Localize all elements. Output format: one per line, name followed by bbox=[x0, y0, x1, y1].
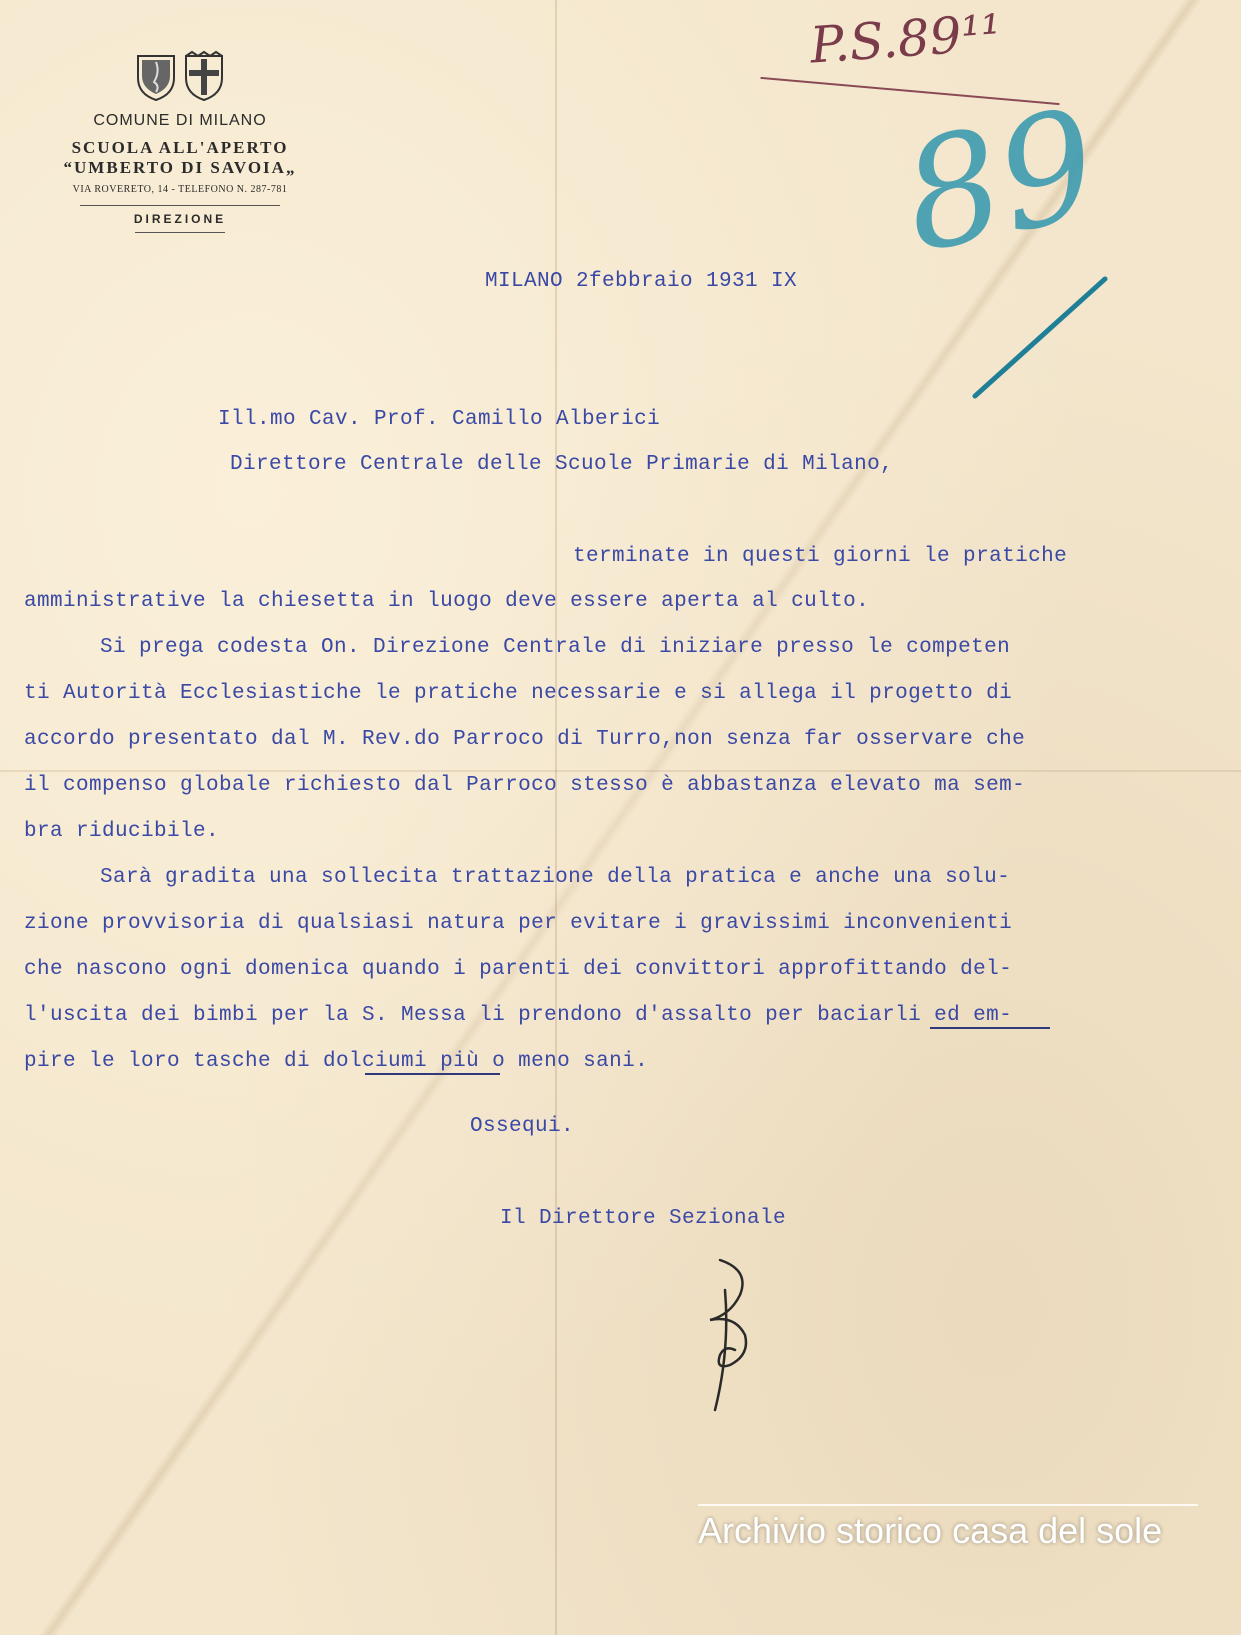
handwritten-signature bbox=[690, 1250, 770, 1420]
protocol-number-large: 89 bbox=[888, 77, 1112, 287]
paper-fold-vertical bbox=[555, 0, 557, 1635]
handwritten-underline-baciarli bbox=[930, 1027, 1050, 1029]
handwritten-underline-dolciumi bbox=[365, 1073, 500, 1075]
signature-title: Il Direttore Sezionale bbox=[500, 1207, 787, 1230]
letterhead-comune: COMUNE DI MILANO bbox=[93, 112, 267, 129]
letterhead-address: VIA ROVERETO, 14 - TELEFONO N. 287-781 bbox=[72, 184, 288, 195]
body-line: pire le loro tasche di dolciumi più o meno sani. bbox=[24, 1050, 649, 1073]
letterhead-school-subtitle: “UMBERTO DI SAVOIA„ bbox=[63, 158, 297, 177]
archive-watermark: Archivio storico casa del sole bbox=[698, 1504, 1198, 1552]
coat-of-arms-icon bbox=[132, 50, 228, 102]
letterhead-divider-short bbox=[135, 232, 225, 233]
letterhead-department: DIREZIONE bbox=[133, 212, 227, 226]
closing-line: Ossequi. bbox=[470, 1115, 575, 1138]
body-line: ti Autorità Ecclesiastiche le pratiche necessarie e si allega il progetto di bbox=[24, 682, 1013, 705]
protocol-annotation: P.S.89¹¹ bbox=[808, 3, 1004, 75]
body-line: Si prega codesta On. Direzione Centrale di iniziare presso le competen bbox=[100, 636, 1011, 659]
recipient-title: Direttore Centrale delle Scuole Primarie di Milano, bbox=[230, 453, 894, 476]
body-line: zione provvisoria di qualsiasi natura per evitare i gravissimi inconvenienti bbox=[24, 912, 1013, 935]
pencil-slash-mark bbox=[971, 275, 1108, 399]
date-line: MILANO 2febbraio 1931 IX bbox=[485, 270, 798, 293]
body-line: l'uscita dei bimbi per la S. Messa li prendono d'assalto per baciarli ed em- bbox=[24, 1004, 1013, 1027]
letterhead-school-name: SCUOLA ALL'APERTO bbox=[71, 138, 289, 157]
body-line: accordo presentato dal M. Rev.do Parroco di Turro,non senza far osservare che bbox=[24, 728, 1026, 751]
body-line: Sarà gradita una sollecita trattazione della pratica e anche una solu- bbox=[100, 866, 1011, 889]
body-line: terminate in questi giorni le pratiche bbox=[573, 545, 1068, 568]
paper-fold-horizontal bbox=[0, 770, 1241, 772]
body-line: bra riducibile. bbox=[24, 820, 220, 843]
body-line: che nascono ogni domenica quando i parenti dei convittori approfittando del- bbox=[24, 958, 1013, 981]
letterhead bbox=[30, 50, 330, 233]
recipient-name: Ill.mo Cav. Prof. Camillo Alberici bbox=[218, 408, 661, 431]
body-line: amministrative la chiesetta in luogo deve essere aperta al culto. bbox=[24, 590, 870, 613]
letterhead-divider bbox=[80, 205, 280, 206]
body-line: il compenso globale richiesto dal Parroco stesso è abbastanza elevato ma sem- bbox=[24, 774, 1026, 797]
